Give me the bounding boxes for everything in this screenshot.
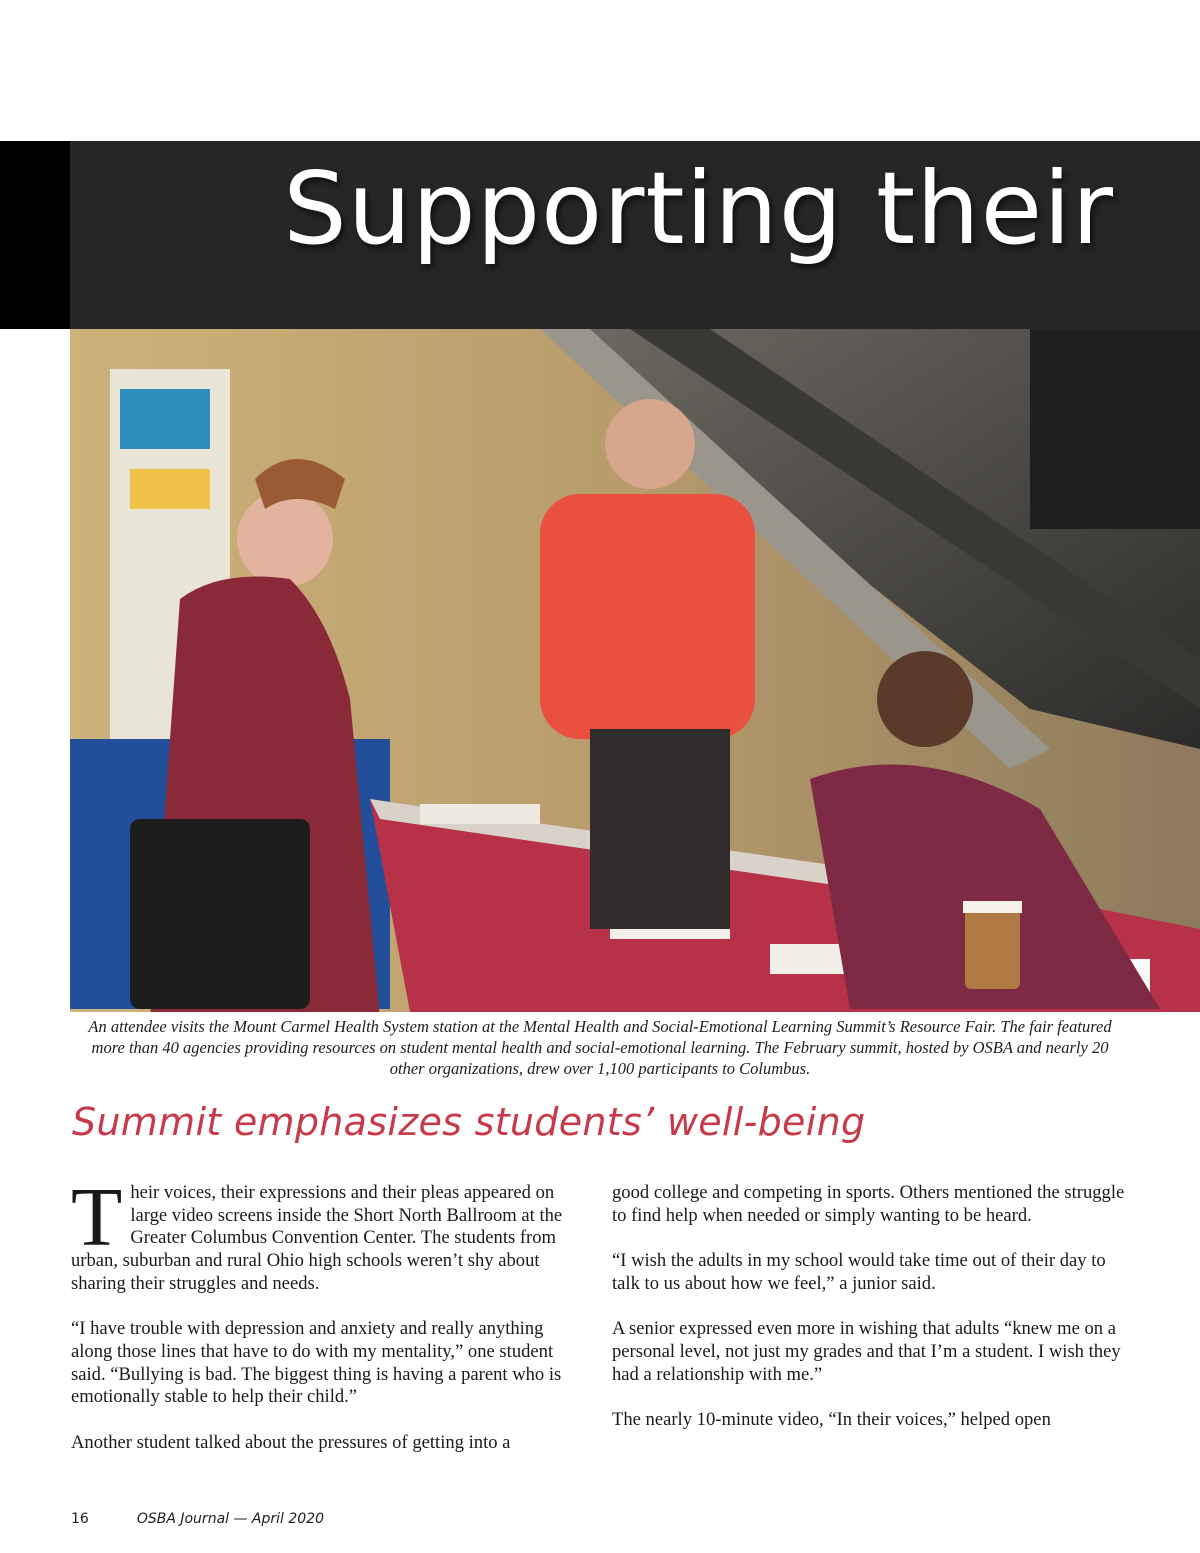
header-band [70,141,1200,329]
paragraph: good college and competing in sports. Others mentioned the struggle to find help when needed or simply wanting to be heard. [612,1182,1125,1226]
publication-name: OSBA Journal — April 2020 [136,1511,325,1527]
article-column-right [612,1182,1128,1454]
page-number: 16 [71,1511,89,1527]
drop-cap: T [71,1171,123,1264]
paragraph-text: heir voices, their expressions and their pleas appeared on large video screens inside the Short North Ballroom at the Greater Columbus Convention Center. The students from urban, suburban and rural Ohio high schools weren’t shy about sharing their struggles and needs. [71,1182,563,1294]
article-title: Summit emphasizes students’ well-being [72,1100,866,1144]
paragraph: “I have trouble with depression and anxiety and really anything along those lines that have to do with my mentality,” one student said. “Bullying is bad. The biggest thing is having a parent who is emotionally stable to help their child.” [71,1318,562,1408]
paragraph [71,1171,587,1296]
black-tab [0,141,70,329]
photo-caption: An attendee visits the Mount Carmel Health System station at the Mental Health and Social-Emotional Learning Summit’s Resource Fair. The fair featured more than 40 agencies providing resources on student mental health and social-emotional learning. The February summit, hosted by OSBA and nearly 20 other organizations, drew over 1,100 participants to Columbus. [88,1017,1112,1078]
paragraph: Another student talked about the pressures of getting into a [71,1431,511,1453]
page-footer [71,1511,324,1527]
event-photo [70,329,1200,1012]
article-column-left [71,1171,587,1477]
paragraph: The nearly 10-minute video, “In their voices,” helped open [612,1408,1051,1430]
paragraph: A senior expressed even more in wishing that adults “knew me on a personal level, not just my grades and that I’m a student. I wish they had a relationship with me.” [612,1318,1121,1385]
headline: Supporting their [283,150,1114,267]
paragraph: “I wish the adults in my school would take time out of their day to talk to us about how we feel,” a junior said. [612,1250,1106,1294]
photo-illustration [70,329,1200,1012]
